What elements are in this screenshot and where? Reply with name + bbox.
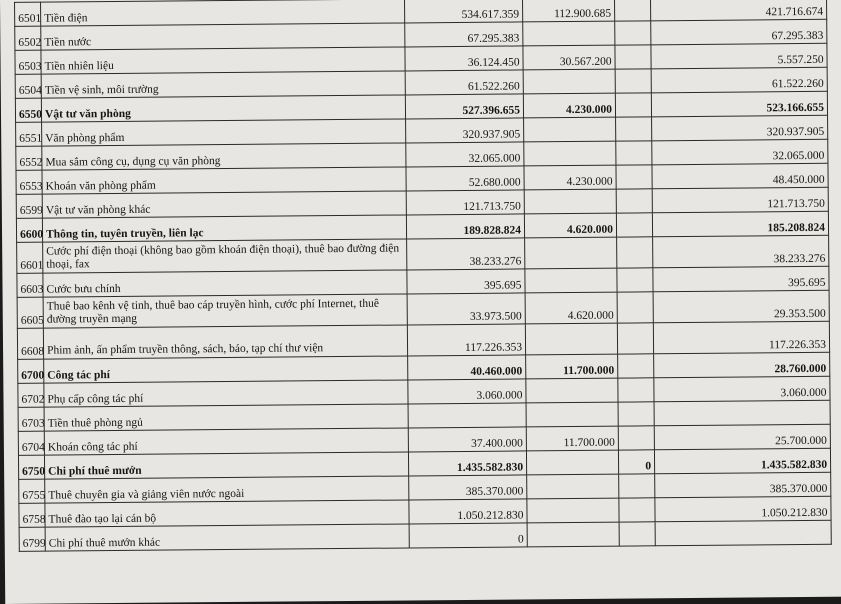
extra-cell [615, 93, 651, 117]
remaining-amount-cell: 61.522.260 [651, 67, 827, 93]
amount-cell: 61.522.260 [405, 70, 523, 95]
expense-name-cell: Thông tin, tuyên truyền, liên lạc [42, 215, 406, 242]
deduction-cell [524, 117, 616, 142]
extra-cell [616, 189, 652, 213]
amount-cell: 1.050.212.830 [409, 499, 527, 524]
extra-cell [615, 45, 651, 69]
expense-name-cell: Phụ cấp công tác phí [44, 380, 408, 407]
deduction-cell: 11.700.000 [526, 426, 618, 451]
deduction-cell [525, 268, 617, 293]
remaining-amount-cell: 32.065.000 [652, 139, 828, 165]
remaining-amount-cell: 121.713.750 [652, 187, 828, 213]
deduction-cell [523, 21, 615, 46]
amount-cell: 40.460.000 [408, 355, 526, 380]
expense-code-cell: 6501 [15, 2, 41, 26]
expense-name-cell: Thuê bao kênh vệ tinh, thuê bao cáp truyền hình, cước phí Internet, thuê đường truyền mạng [43, 294, 407, 328]
deduction-cell: 4.620.000 [524, 213, 616, 238]
amount-cell: 527.396.655 [405, 94, 523, 119]
extra-cell [616, 141, 652, 165]
amount-cell: 33.973.500 [407, 293, 525, 325]
expense-code-cell: 6758 [19, 503, 45, 527]
remaining-amount-cell: 1.435.582.830 [654, 448, 830, 474]
extra-cell: 0 [618, 450, 654, 474]
expense-code-cell: 6502 [15, 26, 41, 50]
expense-name-cell: Văn phòng phẩm [42, 119, 406, 146]
remaining-amount-cell [655, 520, 831, 546]
remaining-amount-cell: 3.060.000 [654, 376, 830, 402]
remaining-amount-cell: 117.226.353 [653, 321, 829, 354]
remaining-amount-cell: 25.700.000 [654, 424, 830, 450]
expense-code-cell: 6702 [18, 383, 44, 407]
expense-code-cell: 6551 [16, 122, 42, 146]
expense-name-cell: Tiền nhiên liệu [41, 47, 405, 74]
expense-name-cell: Khoán văn phòng phẩm [42, 167, 406, 194]
expense-code-cell: 6503 [15, 50, 41, 74]
expense-code-cell: 6600 [16, 218, 42, 242]
expense-code-cell: 6704 [18, 431, 44, 455]
expense-name-cell: Công tác phí [44, 356, 408, 383]
expense-name-cell: Thuê chuyên gia và giảng viên nước ngoài [45, 476, 409, 503]
remaining-amount-cell: 28.760.000 [654, 352, 830, 378]
extra-cell [615, 69, 651, 93]
remaining-amount-cell [654, 400, 830, 426]
extra-cell [618, 402, 654, 426]
expense-name-cell: Cước phí điện thoại (không bao gồm khoán điện thoại), thuê bao đường điện thoại, fax [43, 239, 407, 273]
remaining-amount-cell: 421.716.674 [650, 0, 826, 21]
extra-cell [617, 237, 653, 268]
remaining-amount-cell: 523.166.655 [651, 91, 827, 117]
expense-code-cell: 6504 [15, 74, 41, 98]
deduction-cell [526, 378, 618, 403]
expense-name-cell: Mua sắm công cụ, dụng cụ văn phòng [42, 143, 406, 170]
amount-cell: 32.065.000 [406, 142, 524, 167]
expense-code-cell: 6599 [16, 194, 42, 218]
deduction-cell: 4.230.000 [523, 93, 615, 118]
amount-cell: 189.828.824 [406, 214, 524, 239]
remaining-amount-cell: 1.050.212.830 [655, 496, 831, 522]
expense-name-cell: Tiền vệ sinh, môi trường [41, 71, 405, 98]
deduction-cell [524, 141, 616, 166]
amount-cell: 0 [409, 523, 527, 548]
amount-cell: 121.713.750 [406, 190, 524, 215]
extra-cell [618, 354, 654, 378]
extra-cell [619, 474, 655, 498]
deduction-cell: 11.700.000 [526, 354, 618, 379]
extra-cell [614, 0, 650, 21]
amount-cell: 52.680.000 [406, 166, 524, 191]
deduction-cell [527, 522, 619, 547]
amount-cell: 320.937.905 [406, 118, 524, 143]
expense-code-cell: 6755 [19, 479, 45, 503]
extra-cell [616, 213, 652, 237]
amount-cell: 385.370.000 [409, 475, 527, 500]
expense-name-cell: Tiền thuê phòng ngủ [44, 404, 408, 431]
extra-cell [616, 165, 652, 189]
expense-code-cell: 6799 [19, 527, 45, 551]
expense-name-cell: Chi phí thuê mướn [44, 452, 408, 479]
deduction-cell: 30.567.200 [523, 45, 615, 70]
expense-name-cell: Tiền điện [41, 0, 405, 26]
deduction-cell: 4.230.000 [524, 165, 616, 190]
deduction-cell [527, 474, 619, 499]
expense-name-cell: Phim ảnh, ấn phẩm truyền thông, sách, báo, tạp chí thư viện [43, 325, 407, 359]
deduction-cell: 4.620.000 [525, 292, 617, 324]
expense-code-cell: 6550 [15, 98, 41, 122]
extra-cell [618, 426, 654, 450]
remaining-amount-cell: 67.295.383 [651, 19, 827, 45]
amount-cell: 534.617.359 [405, 0, 523, 23]
deduction-cell [527, 498, 619, 523]
expense-code-cell: 6608 [17, 328, 43, 359]
amount-cell: 1.435.582.830 [408, 451, 526, 476]
amount-cell: 36.124.450 [405, 46, 523, 71]
expense-code-cell: 6603 [17, 273, 43, 297]
expense-name-cell: Tiền nước [41, 23, 405, 50]
extra-cell [618, 378, 654, 402]
extra-cell [616, 117, 652, 141]
expense-name-cell: Vật tư văn phòng khác [42, 191, 406, 218]
extra-cell [617, 292, 653, 323]
remaining-amount-cell: 29.353.500 [653, 290, 829, 323]
remaining-amount-cell: 395.695 [653, 266, 829, 292]
deduction-cell [525, 323, 617, 355]
remaining-amount-cell: 320.937.905 [652, 115, 828, 141]
deduction-cell [526, 402, 618, 427]
amount-cell: 395.695 [407, 269, 525, 294]
deduction-cell [523, 69, 615, 94]
deduction-cell: 112.900.685 [523, 0, 615, 22]
remaining-amount-cell: 38.233.276 [653, 235, 829, 268]
expense-code-cell: 6700 [18, 359, 44, 383]
expense-code-cell: 6553 [16, 170, 42, 194]
deduction-cell [525, 237, 617, 269]
expense-code-cell: 6750 [18, 455, 44, 479]
expense-name-cell: Cước bưu chính [43, 270, 407, 297]
expense-code-cell: 6605 [17, 297, 43, 328]
amount-cell: 117.226.353 [407, 324, 525, 356]
deduction-cell [524, 189, 616, 214]
extra-cell [619, 522, 655, 546]
expense-name-cell: Vật tư văn phòng [41, 95, 405, 122]
extra-cell [619, 498, 655, 522]
extra-cell [615, 21, 651, 45]
amount-cell: 3.060.000 [408, 379, 526, 404]
budget-expense-table [14, 0, 832, 552]
remaining-amount-cell: 48.450.000 [652, 163, 828, 189]
deduction-cell [526, 450, 618, 475]
amount-cell: 67.295.383 [405, 22, 523, 47]
expense-name-cell: Khoán công tác phí [44, 428, 408, 455]
remaining-amount-cell: 385.370.000 [655, 472, 831, 498]
remaining-amount-cell: 5.557.250 [651, 43, 827, 69]
expense-name-cell: Chi phí thuê mướn khác [45, 524, 409, 551]
extra-cell [617, 323, 653, 354]
amount-cell: 38.233.276 [407, 238, 525, 270]
expense-code-cell: 6703 [18, 407, 44, 431]
expense-name-cell: Thuê đào tạo lại cán bộ [45, 500, 409, 527]
extra-cell [617, 268, 653, 292]
remaining-amount-cell: 185.208.824 [652, 211, 828, 237]
expense-code-cell: 6601 [17, 242, 43, 273]
amount-cell [408, 403, 526, 428]
expense-code-cell: 6552 [16, 146, 42, 170]
amount-cell: 37.400.000 [408, 427, 526, 452]
table-body [15, 0, 832, 551]
